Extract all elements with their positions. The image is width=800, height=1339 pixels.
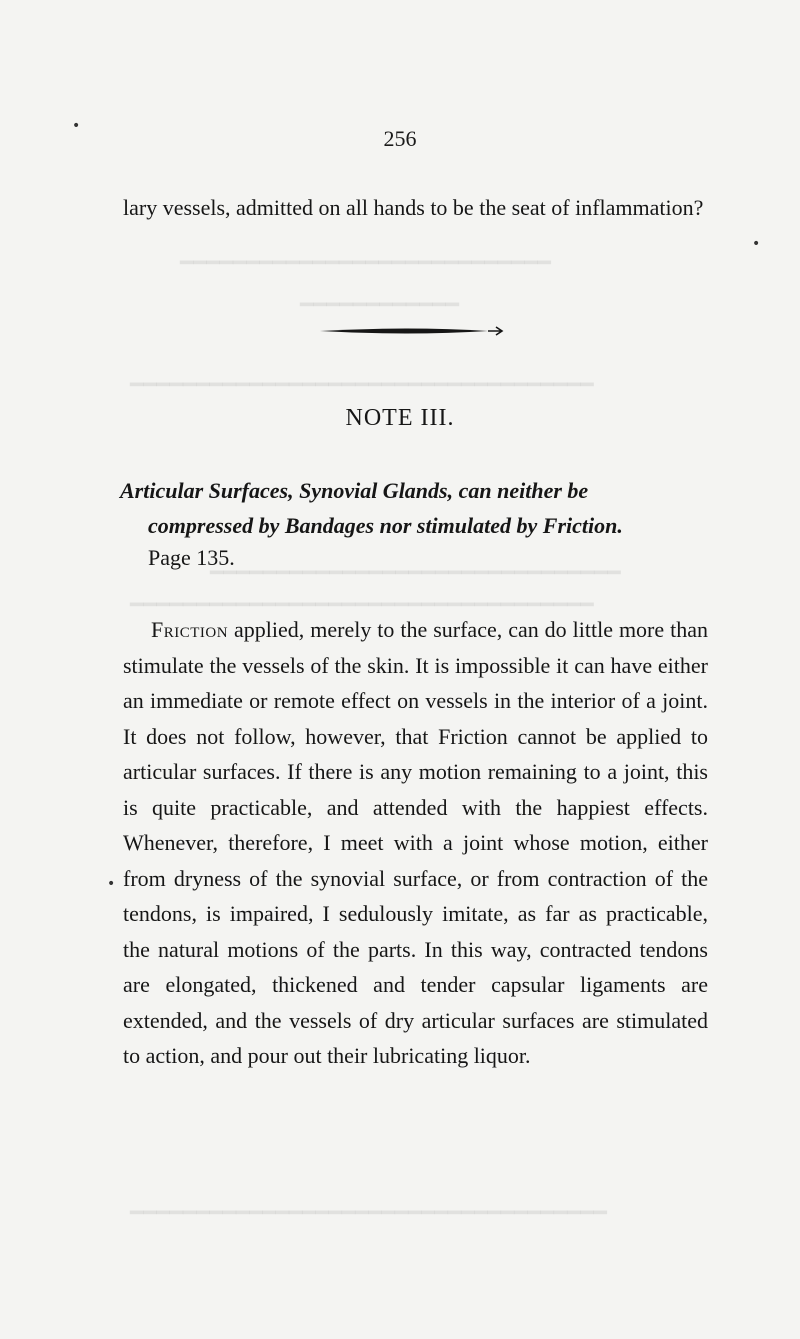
body-text: applied, merely to the surface, can do little more than stimulate the vessels of the skin. It is impossible it can have either an immediate or remote effect on vessels in the interior of a joint. It does not follow, however, that Friction cannot be applied to articular surfaces. If there is any motion remaining to a joint, this is quite practicable, and attended with the happiest effects. Whenever, therefore, I meet with a joint whose motion, either from dryness of the synovial surface, or from contraction of the tendons, is impaired, I sedulously imitate, as far as practicable, the natural motions of the parts. In this way, contracted tendons are elongated, thickened and tender capsular ligaments are extended, and the vessels of dry articular surfaces are stimulated to action, and pour out their lubricating liquor.	[123, 617, 708, 1068]
note-subtitle	[120, 473, 710, 543]
show-through-decoration: ━━━━━━━━━━━━━━━━━━━━━━━━━━━━━━━━━━━	[130, 372, 594, 397]
ornamental-divider	[318, 320, 504, 342]
body-paragraph	[123, 612, 708, 1074]
page-reference: Page 135.	[148, 545, 235, 570]
show-through-decoration: ━━━━━━━━━━━━	[300, 292, 459, 317]
note-subtitle-line-1: Articular Surfaces, Synovial Glands, can neither be	[120, 478, 589, 503]
margin-speck: •	[72, 118, 81, 134]
body-lead-word: Friction	[151, 617, 229, 642]
margin-speck: •	[752, 236, 761, 252]
note-heading: NOTE III.	[345, 405, 455, 431]
margin-speck: •	[107, 876, 116, 892]
page-number: 256	[383, 126, 417, 151]
show-through-decoration: ━━━━━━━━━━━━━━━━━━━━━━━━━━━━━━━	[210, 560, 621, 585]
show-through-decoration: ━━━━━━━━━━━━━━━━━━━━━━━━━━━━	[180, 250, 551, 275]
continuation-paragraph: lary vessels, admitted on all hands to be the seat of inflammation?	[123, 195, 704, 220]
show-through-decoration: ━━━━━━━━━━━━━━━━━━━━━━━━━━━━━━━━━━━━	[130, 1200, 607, 1225]
show-through-decoration: ━━━━━━━━━━━━━━━━━━━━━━━━━━━━━━━━━━━	[130, 592, 594, 617]
note-subtitle-line-2: compressed by Bandages nor stimulated by Friction.	[148, 513, 623, 538]
